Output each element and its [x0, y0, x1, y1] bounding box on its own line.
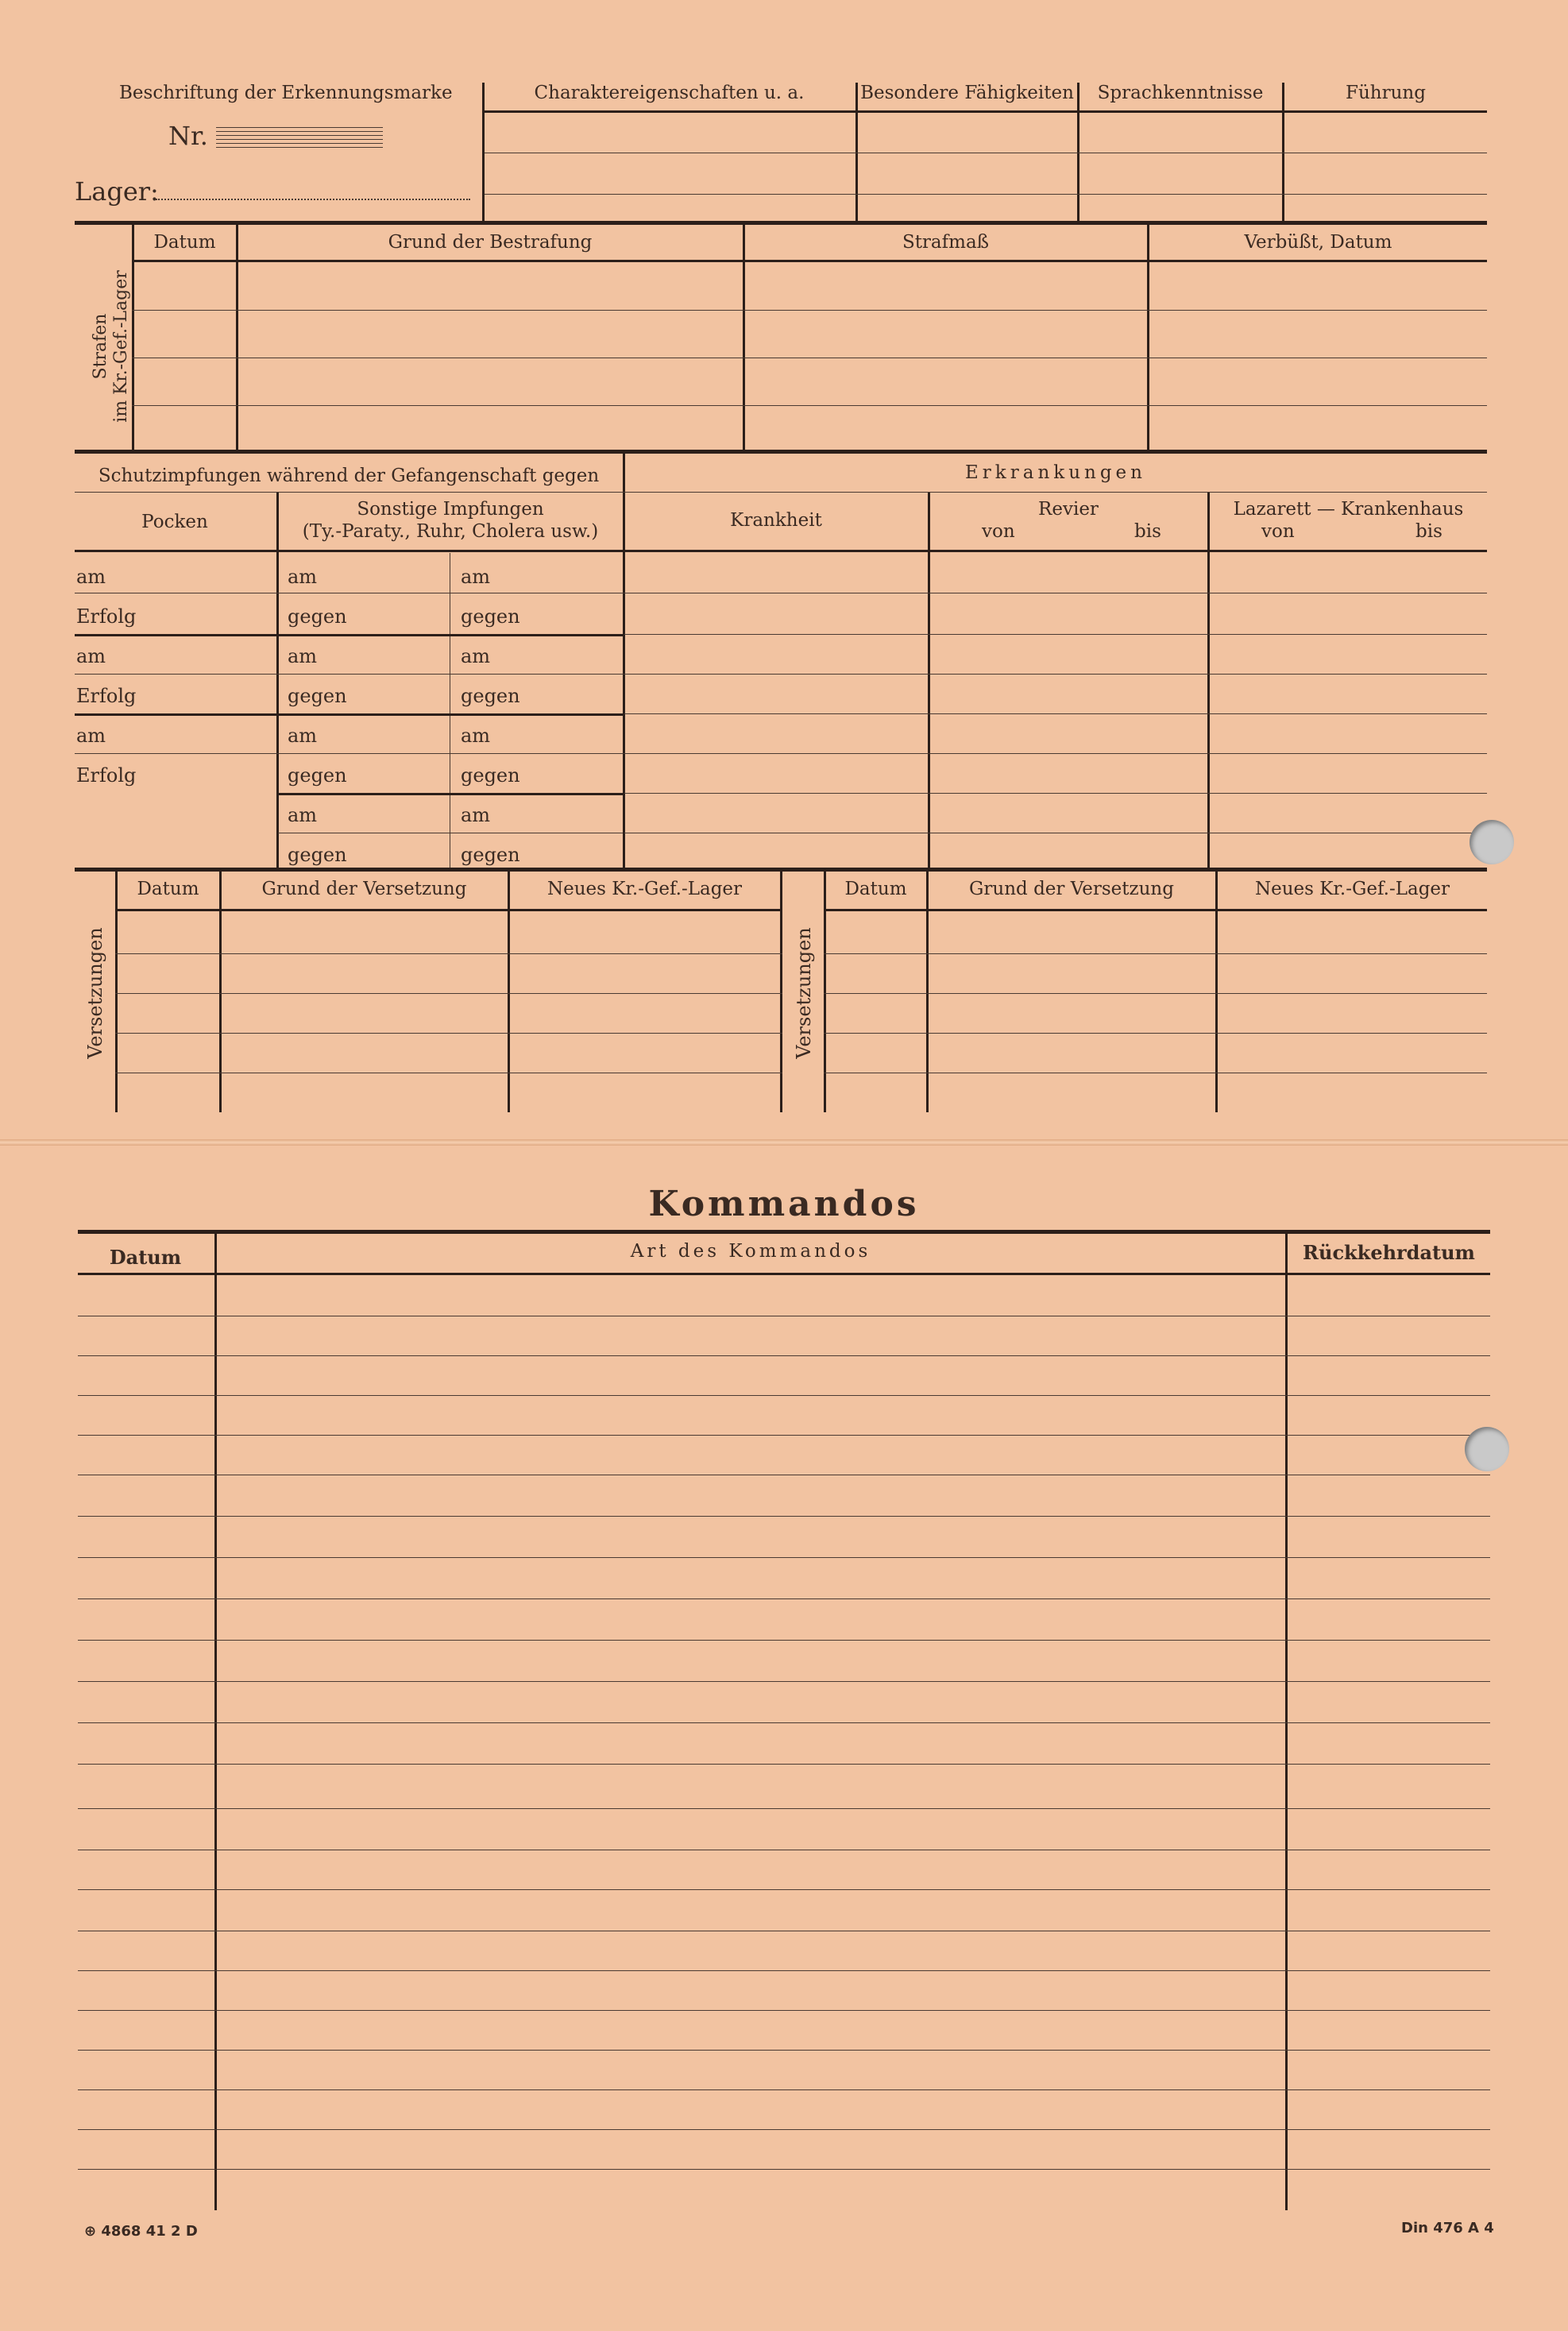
strafen-header-datum: Datum [153, 232, 216, 253]
sonstige-sub: (Ty.-Paraty., Ruhr, Cholera usw.) [302, 521, 599, 542]
sonstige-am-2b: am [461, 645, 491, 667]
punch-hole-top [1470, 820, 1514, 864]
strafen-header-grund: Grund der Bestrafung [388, 232, 593, 253]
sonstige-am-1a: am [288, 566, 318, 588]
vers-right-header-grund: Grund der Versetzung [969, 879, 1174, 899]
footer-left-text: 4868 41 2 D [101, 2223, 198, 2240]
pocken-am-1: am [76, 566, 106, 588]
sonstige-gegen-4a: gegen [288, 844, 347, 866]
strafen-side-label-2: im Kr.-Gef.-Lager [111, 270, 131, 423]
pocken-erfolg-2: Erfolg [76, 685, 137, 707]
krankheit-header: Krankheit [730, 510, 822, 531]
strafen-header-strafmass: Strafmaß [902, 232, 990, 253]
pocken-erfolg-1: Erfolg [76, 605, 137, 628]
punch-hole-bottom [1465, 1427, 1509, 1471]
sonstige-am-4a: am [288, 804, 318, 826]
pocken-erfolg-3: Erfolg [76, 764, 137, 787]
kommandos-header-datum: Datum [109, 1246, 182, 1269]
pocken-header: Pocken [141, 512, 208, 532]
sonstige-gegen-1b: gegen [461, 605, 520, 628]
erkrankungen-title: Erkrankungen [965, 462, 1146, 483]
kommandos-title: Kommandos [648, 1184, 920, 1224]
vers-left-header-datum: Datum [137, 879, 199, 899]
sonstige-am-3a: am [288, 725, 318, 747]
lazarett-bis: bis [1415, 521, 1442, 542]
footer-right: Din 476 A 4 [1401, 2220, 1494, 2236]
nr-lines [216, 124, 383, 148]
header-sprachkenntnisse: Sprachkenntnisse [1097, 83, 1264, 103]
footer-logo-icon: ⊕ [84, 2223, 102, 2240]
vers-right-header-lager: Neues Kr.-Gef.-Lager [1254, 879, 1450, 899]
header-faehigkeiten: Besondere Fähigkeiten [860, 83, 1074, 103]
revier-bis: bis [1134, 521, 1161, 542]
sonstige-am-1b: am [461, 566, 491, 588]
lazarett-von: von [1261, 521, 1295, 542]
lazarett-header: Lazarett — Krankenhaus [1233, 499, 1464, 520]
pocken-am-3: am [76, 725, 106, 747]
sonstige-gegen-2b: gegen [461, 685, 520, 707]
header-charakter: Charaktereigenschaften u. a. [534, 83, 805, 103]
versetzungen-right-label: Versetzungen [793, 927, 815, 1059]
sonstige-gegen-1a: gegen [288, 605, 347, 628]
nr-label: Nr. [168, 121, 208, 151]
sonstige-am-2a: am [288, 645, 318, 667]
vers-left-header-lager: Neues Kr.-Gef.-Lager [546, 879, 743, 899]
header-fuehrung: Führung [1346, 83, 1426, 103]
vers-left-header-grund: Grund der Versetzung [261, 879, 467, 899]
revier-von: von [982, 521, 1015, 542]
fold-line [0, 1139, 1568, 1146]
lager-label: Lager: [75, 176, 159, 207]
kommandos-header-rueckkehr: Rückkehrdatum [1303, 1241, 1475, 1264]
sonstige-gegen-4b: gegen [461, 844, 520, 866]
sonstige-gegen-2a: gegen [288, 685, 347, 707]
sonstige-gegen-3b: gegen [461, 764, 520, 787]
pocken-am-2: am [76, 645, 106, 667]
sonstige-gegen-3a: gegen [288, 764, 347, 787]
strafen-header-verbuesst: Verbüßt, Datum [1244, 232, 1392, 253]
sonstige-am-4b: am [461, 804, 491, 826]
erkennungsmarke-label: Beschriftung der Erkennungsmarke [119, 83, 453, 103]
lager-field[interactable] [156, 199, 470, 200]
kommandos-header-art: Art des Kommandos [630, 1241, 871, 1262]
strafen-side-label [91, 259, 132, 434]
sonstige-header: Sonstige Impfungen [357, 499, 544, 520]
sonstige-am-3b: am [461, 725, 491, 747]
footer-left [84, 2223, 198, 2240]
vers-right-header-datum: Datum [844, 879, 907, 899]
versetzungen-left-label: Versetzungen [84, 927, 106, 1059]
strafen-side-label-1: Strafen [91, 313, 110, 380]
impfungen-title: Schutzimpfungen während der Gefangenschaft gegen [98, 466, 600, 486]
revier-header: Revier [1038, 499, 1099, 520]
